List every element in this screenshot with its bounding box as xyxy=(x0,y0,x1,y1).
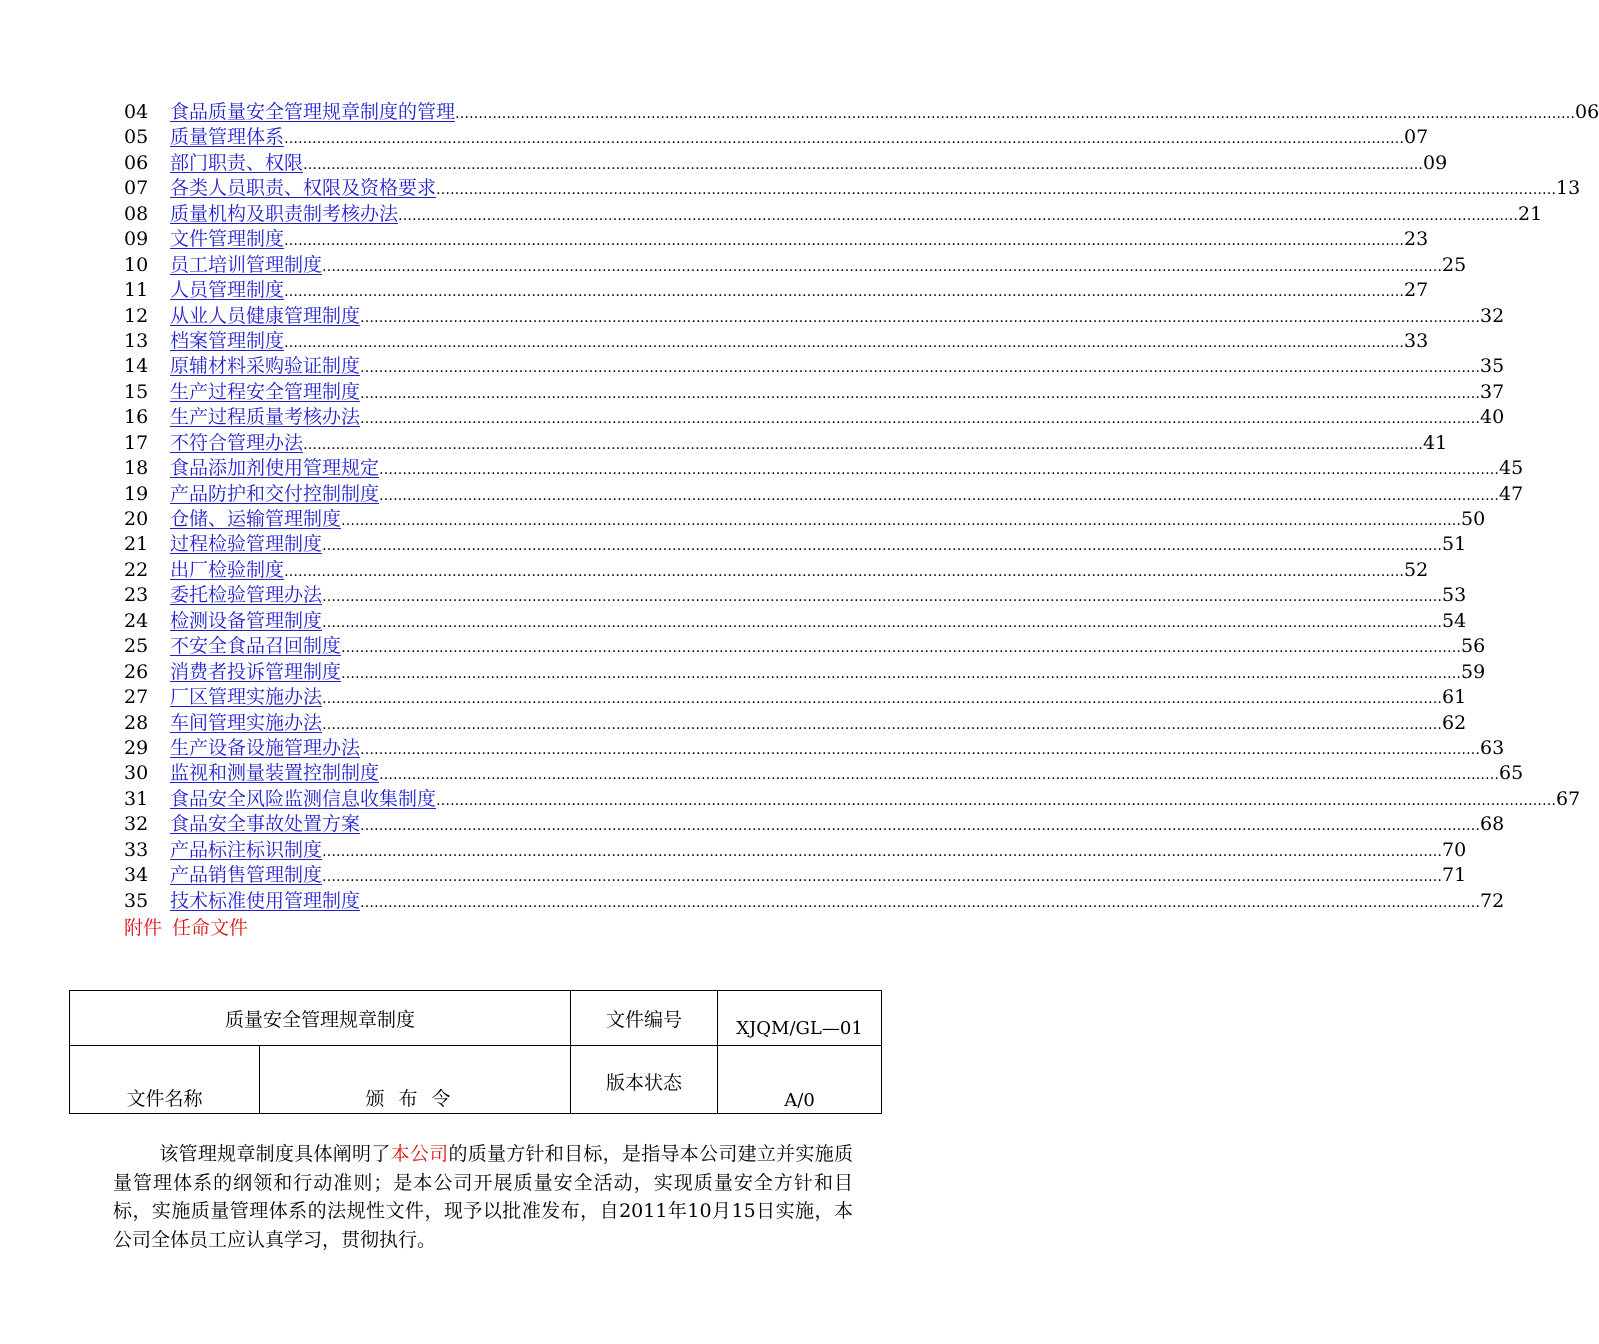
toc-page-number: 35 xyxy=(1480,355,1505,378)
toc-page-number: 37 xyxy=(1480,380,1505,403)
toc-link[interactable]: 厂区管理实施办法 xyxy=(170,686,323,709)
toc-link[interactable]: 检测设备管理制度 xyxy=(170,609,323,632)
toc-link[interactable]: 原辅材料采购验证制度 xyxy=(170,355,361,378)
toc-link[interactable]: 档案管理制度 xyxy=(170,329,285,352)
toc-page-number: 56 xyxy=(1461,635,1486,658)
toc-page-number: 41 xyxy=(1423,431,1448,454)
toc-row xyxy=(124,304,1505,329)
toc-number: 12 xyxy=(124,304,149,327)
toc-row xyxy=(124,787,1581,812)
toc-page-number: 63 xyxy=(1480,736,1505,759)
toc-number: 04 xyxy=(124,101,149,123)
toc-row xyxy=(124,583,1467,608)
toc-page-number: 51 xyxy=(1442,533,1467,556)
toc-page-number: 52 xyxy=(1404,558,1429,581)
toc-number: 16 xyxy=(124,406,149,429)
toc-row xyxy=(124,685,1467,710)
toc-page-number: 70 xyxy=(1442,838,1467,861)
toc-number: 28 xyxy=(124,711,149,734)
toc-leader-dots: …………………………………………………………………………………………………………………………………………………………………………………………………………………… xyxy=(303,156,1424,173)
toc-link[interactable]: 食品安全事故处置方案 xyxy=(170,813,361,836)
toc-leader-dots: …………………………………………………………………………………………………………………………………………………………………………………………………………………… xyxy=(322,869,1443,886)
toc-number: 29 xyxy=(124,736,149,759)
toc-row xyxy=(124,100,1599,125)
toc-number: 11 xyxy=(124,279,149,302)
toc-row xyxy=(124,736,1505,761)
toc-row xyxy=(124,329,1429,354)
toc-page-number: 45 xyxy=(1499,457,1524,480)
toc-page-number: 62 xyxy=(1442,711,1467,734)
toc-link[interactable]: 不符合管理办法 xyxy=(170,431,304,454)
toc-leader-dots: …………………………………………………………………………………………………………………………………………………………………………………………………………………… xyxy=(284,334,1405,351)
toc-link[interactable]: 产品标注标识制度 xyxy=(170,838,323,861)
toc-link[interactable]: 食品安全风险监测信息收集制度 xyxy=(170,787,437,810)
toc-page-number: 65 xyxy=(1499,762,1524,785)
toc-leader-dots: …………………………………………………………………………………………………………………………………………………………………………………………………………………… xyxy=(360,741,1481,758)
toc-number: 24 xyxy=(124,609,149,632)
toc-number: 08 xyxy=(124,202,149,225)
toc-leader-dots: …………………………………………………………………………………………………………………………………………………………………………………………………………………… xyxy=(284,284,1405,301)
toc-number: 23 xyxy=(124,584,149,607)
toc-leader-dots: …………………………………………………………………………………………………………………………………………………………………………………………………………………… xyxy=(284,563,1405,580)
toc-number: 30 xyxy=(124,762,149,785)
toc-leader-dots: …………………………………………………………………………………………………………………………………………………………………………………………………………………… xyxy=(436,792,1557,809)
toc-row xyxy=(124,227,1429,252)
toc-page-number: 09 xyxy=(1423,151,1448,174)
toc-page-number: 54 xyxy=(1442,609,1467,632)
table-of-contents xyxy=(124,100,1599,914)
toc-number: 05 xyxy=(124,126,149,149)
toc-number: 31 xyxy=(124,787,149,810)
toc-leader-dots: …………………………………………………………………………………………………………………………………………………………………………………………………………………… xyxy=(379,767,1500,784)
toc-link[interactable]: 部门职责、权限 xyxy=(170,151,304,174)
toc-page-number: 50 xyxy=(1461,508,1486,530)
toc-row xyxy=(124,889,1505,914)
toc-number: 13 xyxy=(124,329,149,352)
toc-leader-dots: …………………………………………………………………………………………………………………………………………………………………………………………………………………… xyxy=(341,513,1462,529)
doc-number-label: 文件编号 xyxy=(571,991,718,1046)
toc-number: 17 xyxy=(124,431,149,454)
toc-leader-dots: …………………………………………………………………………………………………………………………………………………………………………………………………………………… xyxy=(322,589,1443,606)
toc-page-number: 47 xyxy=(1499,482,1524,505)
toc-link[interactable]: 人员管理制度 xyxy=(170,279,285,302)
doc-title-cell: 质量安全管理规章制度 xyxy=(70,991,571,1046)
toc-link[interactable]: 员工培训管理制度 xyxy=(170,253,323,276)
version-label: 版本状态 xyxy=(571,1046,718,1114)
toc-leader-dots: …………………………………………………………………………………………………………………………………………………………………………………………………………………… xyxy=(322,614,1443,631)
toc-row xyxy=(124,456,1524,481)
toc-link[interactable]: 仓储、运输管理制度 xyxy=(170,508,342,530)
toc-link[interactable]: 车间管理实施办法 xyxy=(170,711,323,734)
toc-page-number: 23 xyxy=(1404,228,1429,251)
toc-row xyxy=(124,125,1429,150)
toc-row xyxy=(124,354,1505,379)
toc-number: 06 xyxy=(124,151,149,174)
toc-leader-dots: …………………………………………………………………………………………………………………………………………………………………………………………………………………… xyxy=(379,462,1500,479)
toc-row xyxy=(124,838,1467,863)
toc-number: 14 xyxy=(124,355,149,378)
toc-number: 26 xyxy=(124,660,149,683)
toc-link[interactable]: 生产设备设施管理办法 xyxy=(170,736,361,759)
toc-row xyxy=(124,761,1524,786)
toc-row xyxy=(124,278,1429,303)
toc-leader-dots: …………………………………………………………………………………………………………………………………………………………………………………………………………………… xyxy=(322,538,1443,555)
toc-leader-dots: …………………………………………………………………………………………………………………………………………………………………………………………………………………… xyxy=(455,106,1576,122)
toc-link[interactable]: 质量机构及职责制考核办法 xyxy=(170,202,399,225)
document-info-table xyxy=(69,990,882,1114)
paragraph-text-rest: 的质量方针和目标，是指导本公司建立并实施质量管理体系的纲领和行动准则；是本公司开展质量安全活动，实现质量安全方针和目标，实施质量管理体系的法规性文件，现予以批准发布，自2011年10月15日实施，本公司全体员工应认真学习，贯彻执行。 xyxy=(113,1143,853,1251)
toc-row xyxy=(124,863,1467,888)
doc-name-value: 颁布令 xyxy=(260,1046,571,1114)
toc-row xyxy=(124,176,1581,201)
toc-page-number: 71 xyxy=(1442,864,1467,887)
toc-link[interactable]: 消费者投诉管理制度 xyxy=(170,660,342,683)
toc-leader-dots: …………………………………………………………………………………………………………………………………………………………………………………………………………………… xyxy=(360,385,1481,402)
appendix-label: 附件 xyxy=(124,917,163,939)
toc-leader-dots: …………………………………………………………………………………………………………………………………………………………………………………………………………………… xyxy=(379,487,1500,504)
toc-leader-dots: …………………………………………………………………………………………………………………………………………………………………………………………………………………… xyxy=(360,411,1481,428)
toc-page-number: 27 xyxy=(1404,279,1429,302)
toc-leader-dots: …………………………………………………………………………………………………………………………………………………………………………………………………………………… xyxy=(360,818,1481,835)
toc-row xyxy=(124,609,1467,634)
toc-number: 33 xyxy=(124,838,149,861)
toc-number: 21 xyxy=(124,533,149,556)
version-value: A/0 xyxy=(718,1046,882,1114)
toc-number: 32 xyxy=(124,813,149,836)
toc-page-number: 40 xyxy=(1480,406,1505,429)
toc-leader-dots: …………………………………………………………………………………………………………………………………………………………………………………………………………………… xyxy=(360,894,1481,911)
toc-link[interactable]: 质量管理体系 xyxy=(170,126,285,149)
toc-row xyxy=(124,532,1467,557)
decree-paragraph xyxy=(113,1140,853,1254)
paragraph-text-start: 该管理规章制度具体阐明了 xyxy=(159,1143,391,1165)
toc-link[interactable]: 从业人员健康管理制度 xyxy=(170,304,361,327)
toc-page-number: 33 xyxy=(1404,329,1429,352)
toc-row xyxy=(124,202,1543,227)
toc-page-number: 07 xyxy=(1404,126,1429,149)
company-highlight: 本公司 xyxy=(390,1143,449,1165)
toc-row xyxy=(124,660,1486,685)
toc-page-number: 13 xyxy=(1556,177,1581,200)
toc-leader-dots: …………………………………………………………………………………………………………………………………………………………………………………………………………………… xyxy=(284,131,1405,148)
toc-leader-dots: …………………………………………………………………………………………………………………………………………………………………………………………………………………… xyxy=(341,640,1462,657)
toc-link[interactable]: 技术标准使用管理制度 xyxy=(170,889,361,912)
toc-page-number: 59 xyxy=(1461,660,1486,683)
toc-row xyxy=(124,711,1467,736)
toc-row xyxy=(124,151,1448,176)
toc-leader-dots: …………………………………………………………………………………………………………………………………………………………………………………………………………………… xyxy=(360,360,1481,377)
toc-number: 10 xyxy=(124,253,149,276)
toc-number: 18 xyxy=(124,457,149,480)
toc-page-number: 06 xyxy=(1575,101,1599,123)
toc-page-number: 68 xyxy=(1480,813,1505,836)
toc-number: 07 xyxy=(124,177,149,200)
toc-leader-dots: …………………………………………………………………………………………………………………………………………………………………………………………………………………… xyxy=(436,182,1557,199)
toc-link[interactable]: 生产过程安全管理制度 xyxy=(170,380,361,403)
appendix-title: 任命文件 xyxy=(172,917,249,939)
toc-row xyxy=(124,558,1429,583)
toc-row xyxy=(124,482,1524,507)
toc-link[interactable]: 食品质量安全管理规章制度的管理 xyxy=(170,101,456,123)
toc-leader-dots: …………………………………………………………………………………………………………………………………………………………………………………………………………………… xyxy=(360,309,1481,326)
toc-link[interactable]: 各类人员职责、权限及资格要求 xyxy=(170,177,437,200)
toc-row xyxy=(124,253,1467,278)
toc-link[interactable]: 产品防护和交付控制制度 xyxy=(170,482,380,505)
toc-row xyxy=(124,507,1486,532)
toc-number: 27 xyxy=(124,686,149,709)
toc-page-number: 32 xyxy=(1480,304,1505,327)
toc-number: 09 xyxy=(124,228,149,251)
toc-link[interactable]: 生产过程质量考核办法 xyxy=(170,406,361,429)
toc-leader-dots: …………………………………………………………………………………………………………………………………………………………………………………………………………………… xyxy=(322,716,1443,733)
toc-row xyxy=(124,812,1505,837)
toc-leader-dots: …………………………………………………………………………………………………………………………………………………………………………………………………………………… xyxy=(341,665,1462,682)
toc-row xyxy=(124,405,1505,430)
toc-leader-dots: …………………………………………………………………………………………………………………………………………………………………………………………………………………… xyxy=(284,233,1405,250)
toc-link[interactable]: 过程检验管理制度 xyxy=(170,533,323,556)
toc-link[interactable]: 不安全食品召回制度 xyxy=(170,635,342,658)
toc-number: 35 xyxy=(124,889,149,912)
toc-leader-dots: …………………………………………………………………………………………………………………………………………………………………………………………………………………… xyxy=(398,207,1519,224)
toc-link[interactable]: 监视和测量装置控制制度 xyxy=(170,762,380,785)
toc-number: 15 xyxy=(124,380,149,403)
toc-page-number: 53 xyxy=(1442,584,1467,607)
appendix-line xyxy=(124,916,248,941)
toc-page-number: 25 xyxy=(1442,253,1467,276)
toc-page-number: 61 xyxy=(1442,686,1467,709)
toc-link[interactable]: 委托检验管理办法 xyxy=(170,584,323,607)
toc-number: 22 xyxy=(124,558,149,581)
toc-page-number: 67 xyxy=(1556,787,1581,810)
toc-row xyxy=(124,431,1448,456)
toc-link[interactable]: 产品销售管理制度 xyxy=(170,864,323,887)
toc-leader-dots: …………………………………………………………………………………………………………………………………………………………………………………………………………………… xyxy=(303,436,1424,453)
toc-link[interactable]: 出厂检验制度 xyxy=(170,558,285,581)
toc-leader-dots: …………………………………………………………………………………………………………………………………………………………………………………………………………………… xyxy=(322,691,1443,708)
toc-page-number: 21 xyxy=(1518,202,1543,225)
doc-name-label: 文件名称 xyxy=(70,1046,260,1114)
toc-leader-dots: …………………………………………………………………………………………………………………………………………………………………………………………………………………… xyxy=(322,843,1443,860)
toc-link[interactable]: 食品添加剂使用管理规定 xyxy=(170,457,380,480)
toc-leader-dots: …………………………………………………………………………………………………………………………………………………………………………………………………………………… xyxy=(322,258,1443,275)
doc-number-value: XJQM/GL—01 xyxy=(718,991,882,1046)
toc-link[interactable]: 文件管理制度 xyxy=(170,228,285,251)
toc-number: 19 xyxy=(124,482,149,505)
toc-number: 25 xyxy=(124,635,149,658)
toc-row xyxy=(124,634,1486,659)
toc-row xyxy=(124,380,1505,405)
toc-number: 20 xyxy=(124,508,149,530)
toc-number: 34 xyxy=(124,864,149,887)
toc-page-number: 72 xyxy=(1480,889,1505,912)
